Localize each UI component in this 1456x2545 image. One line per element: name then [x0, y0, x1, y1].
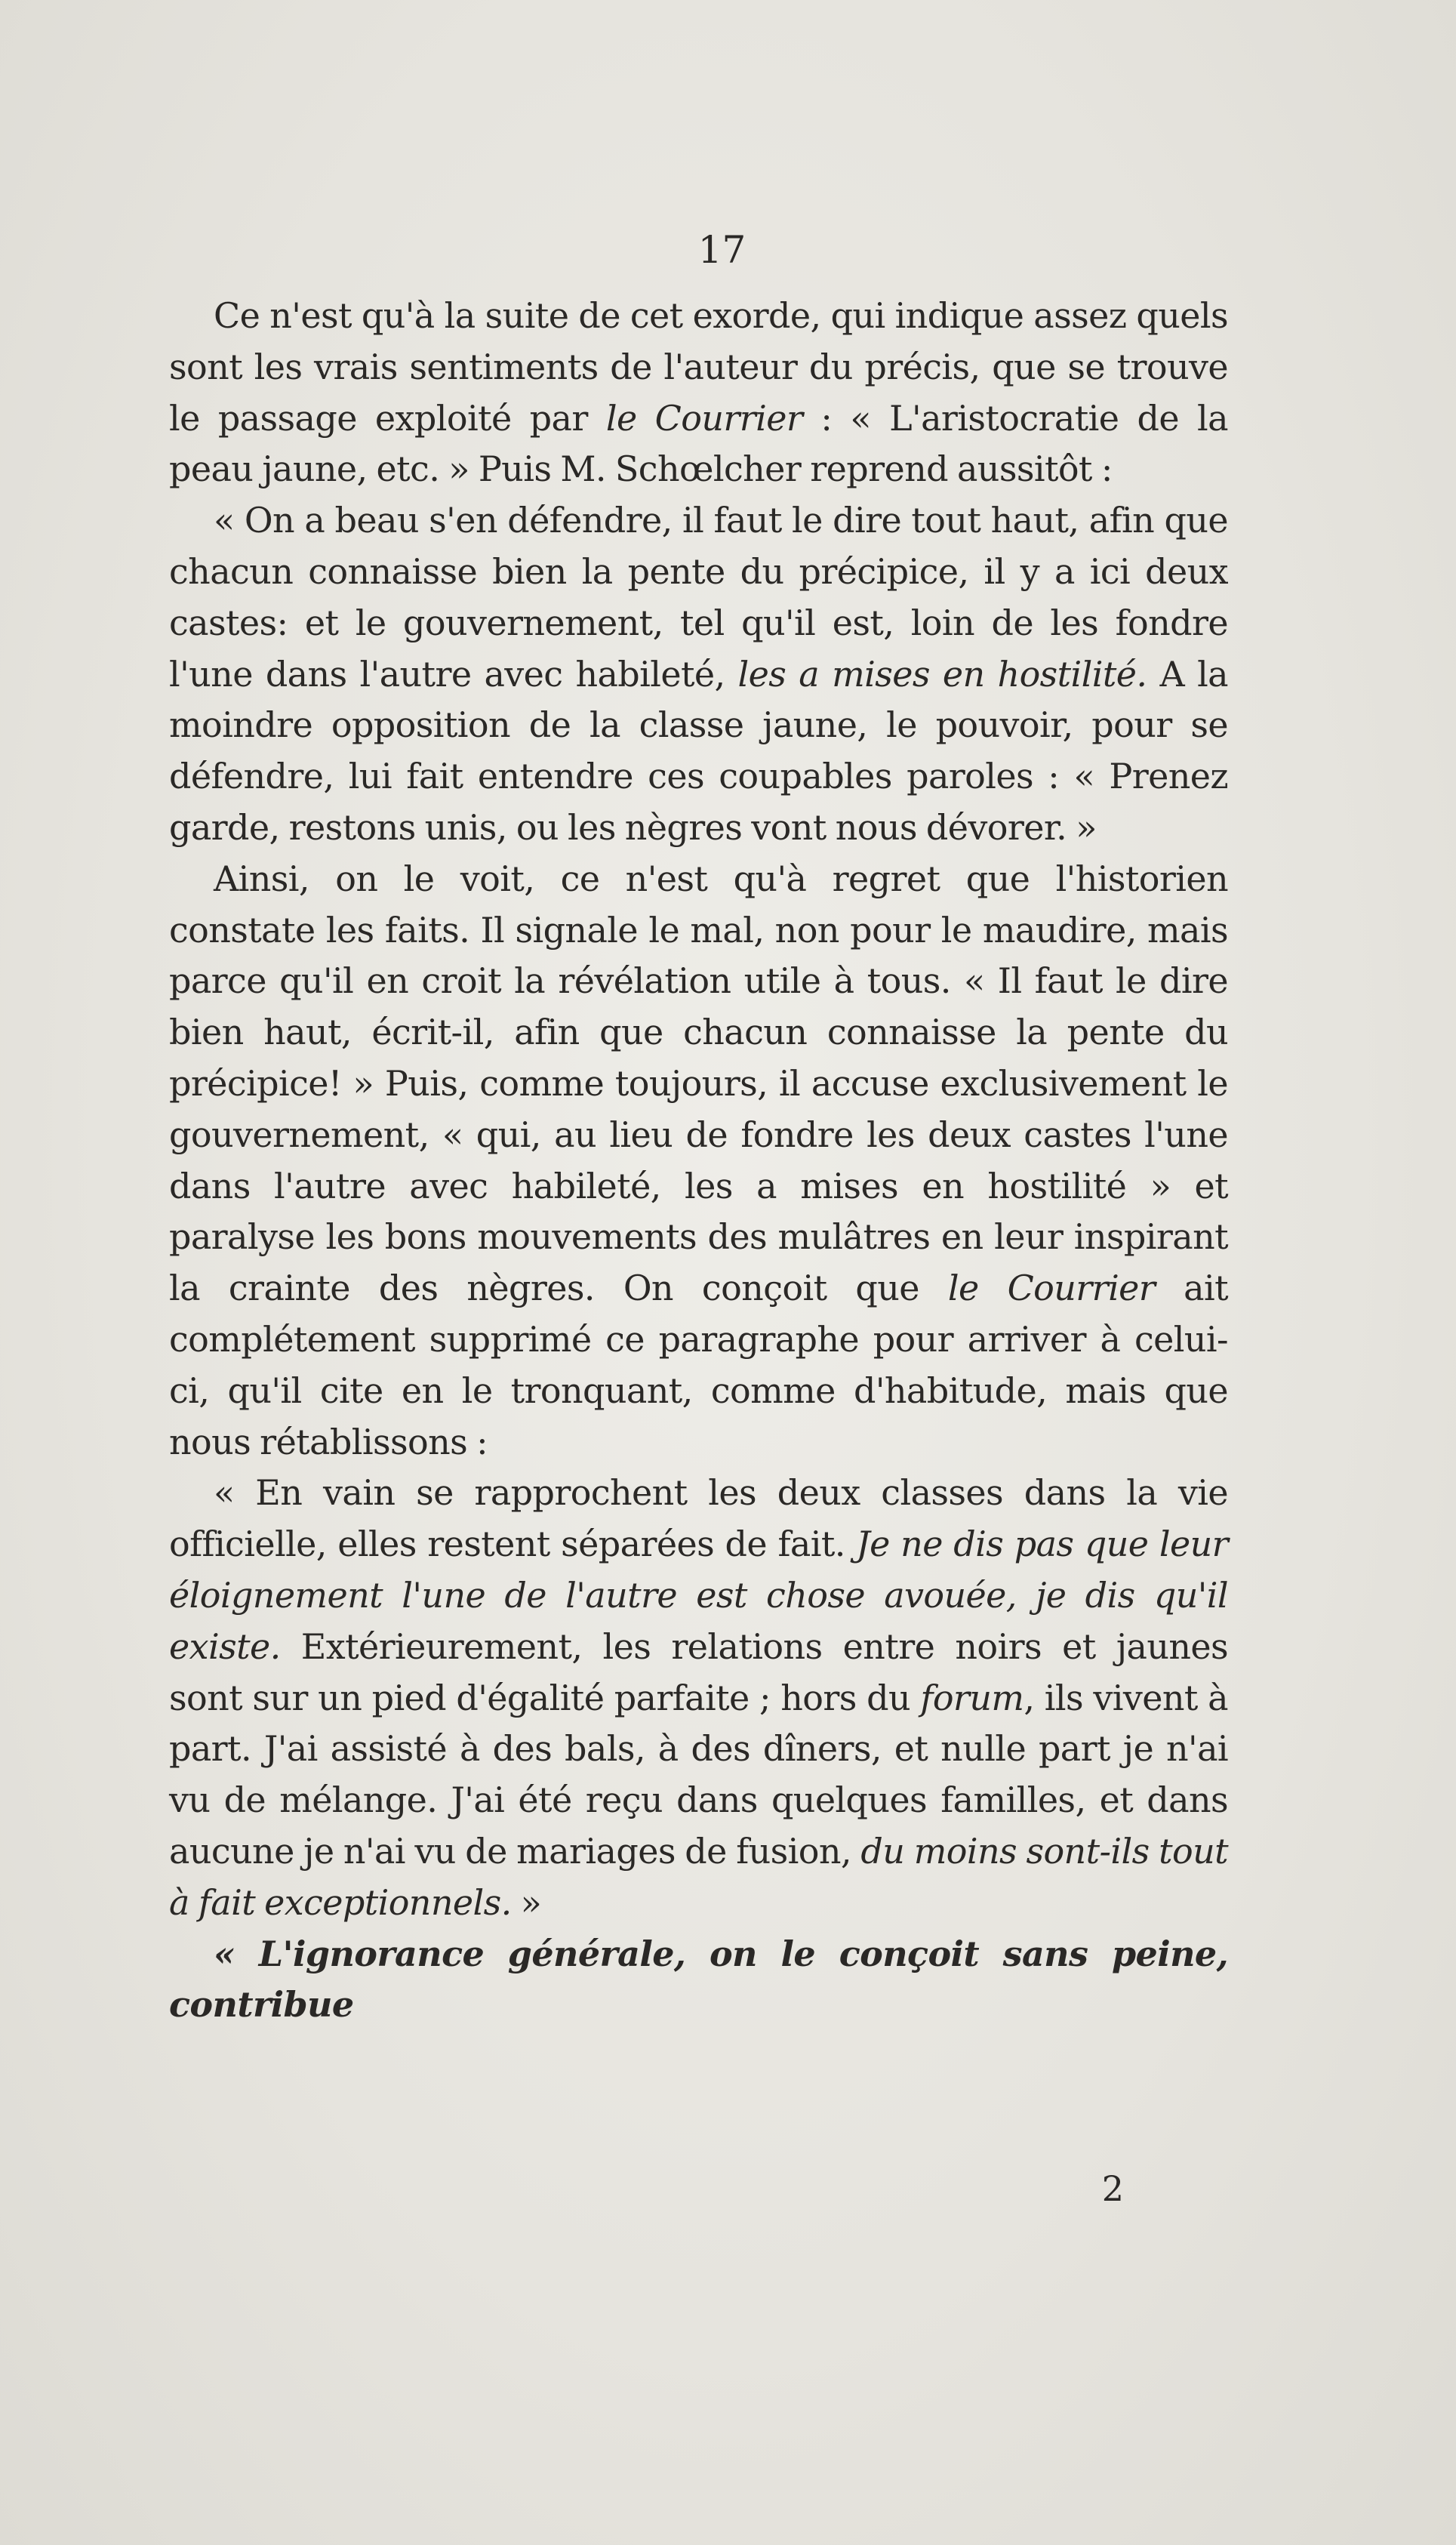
signature-mark: 2	[1101, 2168, 1124, 2209]
text-run: , ils vivent à part. J'ai assisté à des bals, à des dîners, et nulle part je n'ai vu de mélange. J'ai été reçu dans quelques familles, et dans aucune je n'ai vu de mariages de fusion,	[169, 1677, 1228, 1872]
page-number: 17	[697, 228, 746, 272]
text-run: ait complétement supprimé ce paragraphe pour arriver à celui-ci, qu'il cite en le tronquant, comme d'habitude, mais que nous rétablissons :	[169, 1268, 1228, 1462]
text-run: le Courrier	[605, 397, 803, 439]
body-text	[169, 291, 1228, 2031]
paragraph	[169, 1929, 1228, 2032]
paragraph	[169, 495, 1228, 854]
text-run: Ce n'est qu'à la suite de cet exorde, qui indique assez quels sont les vrais sentiments de l'auteur du précis, que se trouve le passage exploité par	[169, 295, 1228, 439]
text-run: « On a beau s'en défendre, il faut le dire tout haut, afin que chacun connaisse bien la pente du précipice, il y a ici deux castes: et le gouvernement, tel qu'il est, loin de les fondre l'une dans l'autre avec habileté,	[169, 500, 1228, 695]
text-run: A la moindre opposition de la classe jaune, le pouvoir, pour se défendre, lui fait entendre ces coupables paroles : « Prenez garde, restons unis, ou les nègres vont nous dévorer. »	[169, 653, 1229, 848]
text-run: »	[511, 1881, 542, 1923]
paragraph	[169, 1468, 1228, 1928]
text-run: Extérieurement, les relations entre noirs et jaunes sont sur un pied d'égalité parfaite ; hors du	[169, 1625, 1228, 1718]
text-run: « En vain se rapprochent les deux classes dans la vie officielle, elles restent séparées de fait.	[169, 1472, 1228, 1565]
text-run: : « L'aristocratie de la peau jaune, etc. » Puis M. Schœlcher reprend aussitôt :	[169, 397, 1228, 490]
text-run: Je ne dis pas que leur éloignement l'une de l'autre est chose avouée, je dis qu'il existe.	[169, 1524, 1228, 1667]
paragraph	[169, 291, 1228, 495]
text-run: le Courrier	[947, 1268, 1156, 1309]
paragraph	[169, 854, 1228, 1468]
text-run: « L'ignorance générale, on le conçoit sans peine, contribue	[169, 1933, 1228, 2026]
text-run: forum	[920, 1677, 1024, 1718]
text-run: Ainsi, on le voit, ce n'est qu'à regret que l'historien constate les faits. Il signale le mal, non pour le maudire, mais parce qu'il en croit la révélation utile à tous. « Il faut le dire bien haut, écrit-il, afin que chacun connaisse la pente du précipice! » Puis, comme toujours, il accuse exclusivement le gouvernement, « qui, au lieu de fondre les deux castes l'une dans l'autre avec habileté, les a mises en hostilité » et paralyse les bons mouvements des mulâtres en leur inspirant la crainte des nègres. On conçoit que	[169, 858, 1228, 1309]
text-run: les a mises en hostilité.	[737, 653, 1147, 695]
text-run: du moins sont-ils tout à fait exceptionnels.	[169, 1830, 1228, 1923]
